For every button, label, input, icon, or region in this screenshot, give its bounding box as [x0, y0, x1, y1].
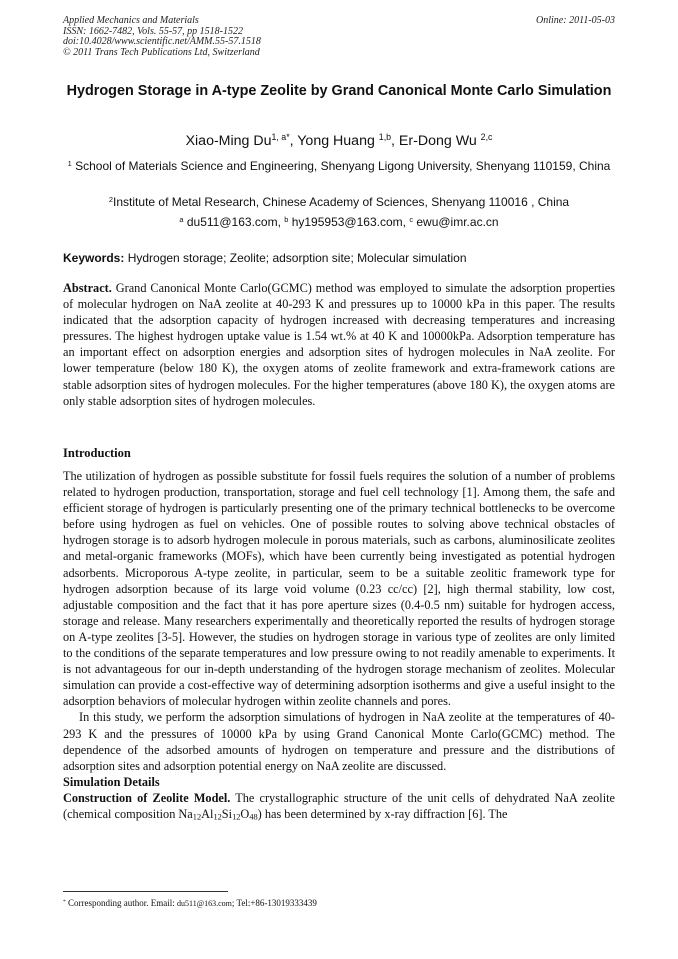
affiliation-1 — [63, 159, 615, 174]
author-affiliation-mark: 2,c — [480, 132, 493, 143]
footnote — [63, 898, 615, 909]
email-mark: a — [179, 214, 184, 224]
affiliation-mark: 2 — [108, 194, 114, 204]
online-date: Online: 2011-05-03 — [536, 15, 615, 26]
footnote-tel: ; Tel:+86-13019333439 — [231, 898, 317, 908]
author-name: Yong Huang — [297, 133, 379, 149]
simulation-paragraph — [63, 790, 615, 822]
email-a: du511@163.com, — [183, 215, 285, 229]
abstract-text: Grand Canonical Monte Carlo(GCMC) method was employed to simulate the adsorption properties of molecular hydrogen on NaA zeolite at 40-293 K and pressures up to 10000 kPa in this paper. The results indicated that the adsorption capacity of hydrogen increased with decreasing temperatures and increasing pressures. The highest hydrogen uptake value is 1.54 wt.% at 40 K and 10000kPa. Adsorption temperature has an important effect on adsorption energies and adsorption sites of hydrogen molecules in NaA zeolite. For lower temperature (below 180 K), the oxygen atoms of zeolite framework and extra-framework cations are stable adsorption sites of hydrogen molecules. For the higher temperatures (above 180 K), the oxygen atoms are only stable adsorption sites of hydrogen molecules. — [63, 281, 615, 408]
abstract — [63, 280, 615, 409]
intro-paragraph-2: In this study, we perform the adsorption simulations of hydrogen in NaA zeolite at the temperatures of 40-293 K and the pressures of 10000 kPa by using Grand Canonical Monte Carlo(GCMC) method. The dependence of the adsorbed amounts of hydrogen on temperature and pressure and the distributions of adsorption sites and adsorption potential energy on NaA zeolite are discussed. — [63, 710, 615, 773]
formula-subscript: 12 — [213, 812, 222, 822]
journal-copyright: © 2011 Trans Tech Publications Ltd, Switzerland — [63, 46, 260, 58]
formula-subscript: 48 — [249, 812, 258, 822]
author-name: Er-Dong Wu — [398, 133, 481, 149]
introduction-heading: Introduction — [63, 446, 131, 460]
email-mark: b — [284, 214, 289, 224]
email-b: hy195953@163.com, — [288, 215, 410, 229]
author-separator: , — [289, 133, 298, 149]
simulation-subheading: Construction of Zeolite Model. — [63, 790, 231, 805]
simulation-text-end: ) has been determined by x-ray diffraction [6]. The — [257, 806, 508, 821]
footnote-text: Corresponding author. Email: — [65, 898, 178, 908]
journal-doi: doi:10.4028/www.scientific.net/AMM.55-57.1518 — [63, 36, 261, 47]
body-text — [63, 468, 615, 822]
affiliation-mark: 1 — [67, 158, 72, 168]
formula-element: O — [240, 806, 250, 821]
formula-element: Al — [201, 806, 214, 821]
simulation-heading: Simulation Details — [63, 774, 160, 789]
abstract-label: Abstract. — [63, 281, 112, 295]
footnote-mark: * — [63, 898, 66, 905]
paper-title: Hydrogen Storage in A-type Zeolite by Grand Canonical Monte Carlo Simulation — [66, 83, 612, 99]
journal-header — [63, 16, 615, 58]
keywords — [63, 251, 615, 266]
footnote-email: du511@163.com — [177, 899, 232, 908]
affiliation-text: Institute of Metal Research, Chinese Academy of Sciences, Shenyang 110016 , China — [113, 195, 570, 209]
email-c: ewu@imr.ac.cn — [413, 215, 499, 229]
author-separator: , — [391, 133, 399, 149]
simulation-text: The crystallographic structure of the unit cells of dehydrated NaA zeolite (chemical composition Na — [63, 790, 615, 821]
footnote-divider — [63, 891, 228, 892]
author-affiliation-mark: 1,b — [378, 132, 392, 143]
formula-subscript: 12 — [192, 812, 202, 822]
author-emails — [63, 215, 615, 230]
affiliation-text: School of Materials Science and Engineering, Shenyang Ligong University, Shenyang 110159, China — [71, 159, 611, 173]
journal-issn: ISSN: 1662-7482, Vols. 55-57, pp 1518-1522 — [63, 25, 243, 37]
keywords-text: Hydrogen storage; Zeolite; adsorption site; Molecular simulation — [124, 251, 467, 265]
affiliation-2 — [63, 195, 615, 210]
intro-paragraph-1: The utilization of hydrogen as possible substitute for fossil fuels requires the solution of a number of problems related to hydrogen production, transportation, storage and fuel cell technology [1]. Among them, the safe and efficient storage of hydrogen is particularly presenting one of the primary technical bottlenecks to be overcome before using hydrogen as fuel on vehicles. One of possible routes to solving above technical obstacles of hydrogen storage is to adsorb hydrogen molecule in porous materials, such as carbons, aluminosilicate zeolites and metal-organic frameworks (MOFs), which have been currently being investigated as potential hydrogen adsorbents. Microporous A-type zeolite, in particular, seem to be a suitable zeolitic framework type for hydrogen adsorption because of its large void volume (0.23 cc/cc) [2], high thermal stability, low cost, adjustable composition and the fact that it has pore aperture sizes (0.4-0.5 nm) suitable for hydrogen access, storage and release. Many researchers experimentally and theoretically reported the results of hydrogen storage on A-type zeolites [3-5]. However, the studies on hydrogen storage in various type of zeolites are only limited to the conditions of the separate temperatures and low pressure owing to not readily amenable to experiments. It is not advantageous for our in-depth understanding of the hydrogen storage mechanism of zeolites. Molecular simulation can provide a cost-effective way of determining adsorption isotherms and give a useful insight to the adsorption behaviors of molecular hydrogen within zeolite channels and pores. — [63, 469, 615, 709]
formula-subscript: 12 — [232, 812, 241, 822]
email-mark: c — [409, 214, 414, 224]
author-name: Xiao-Ming Du — [185, 133, 272, 149]
author-list — [63, 132, 615, 150]
formula-element: Si — [221, 806, 233, 821]
journal-name: Applied Mechanics and Materials — [63, 15, 199, 26]
author-affiliation-mark: 1, a* — [271, 132, 290, 143]
keywords-label: Keywords: — [63, 251, 125, 265]
